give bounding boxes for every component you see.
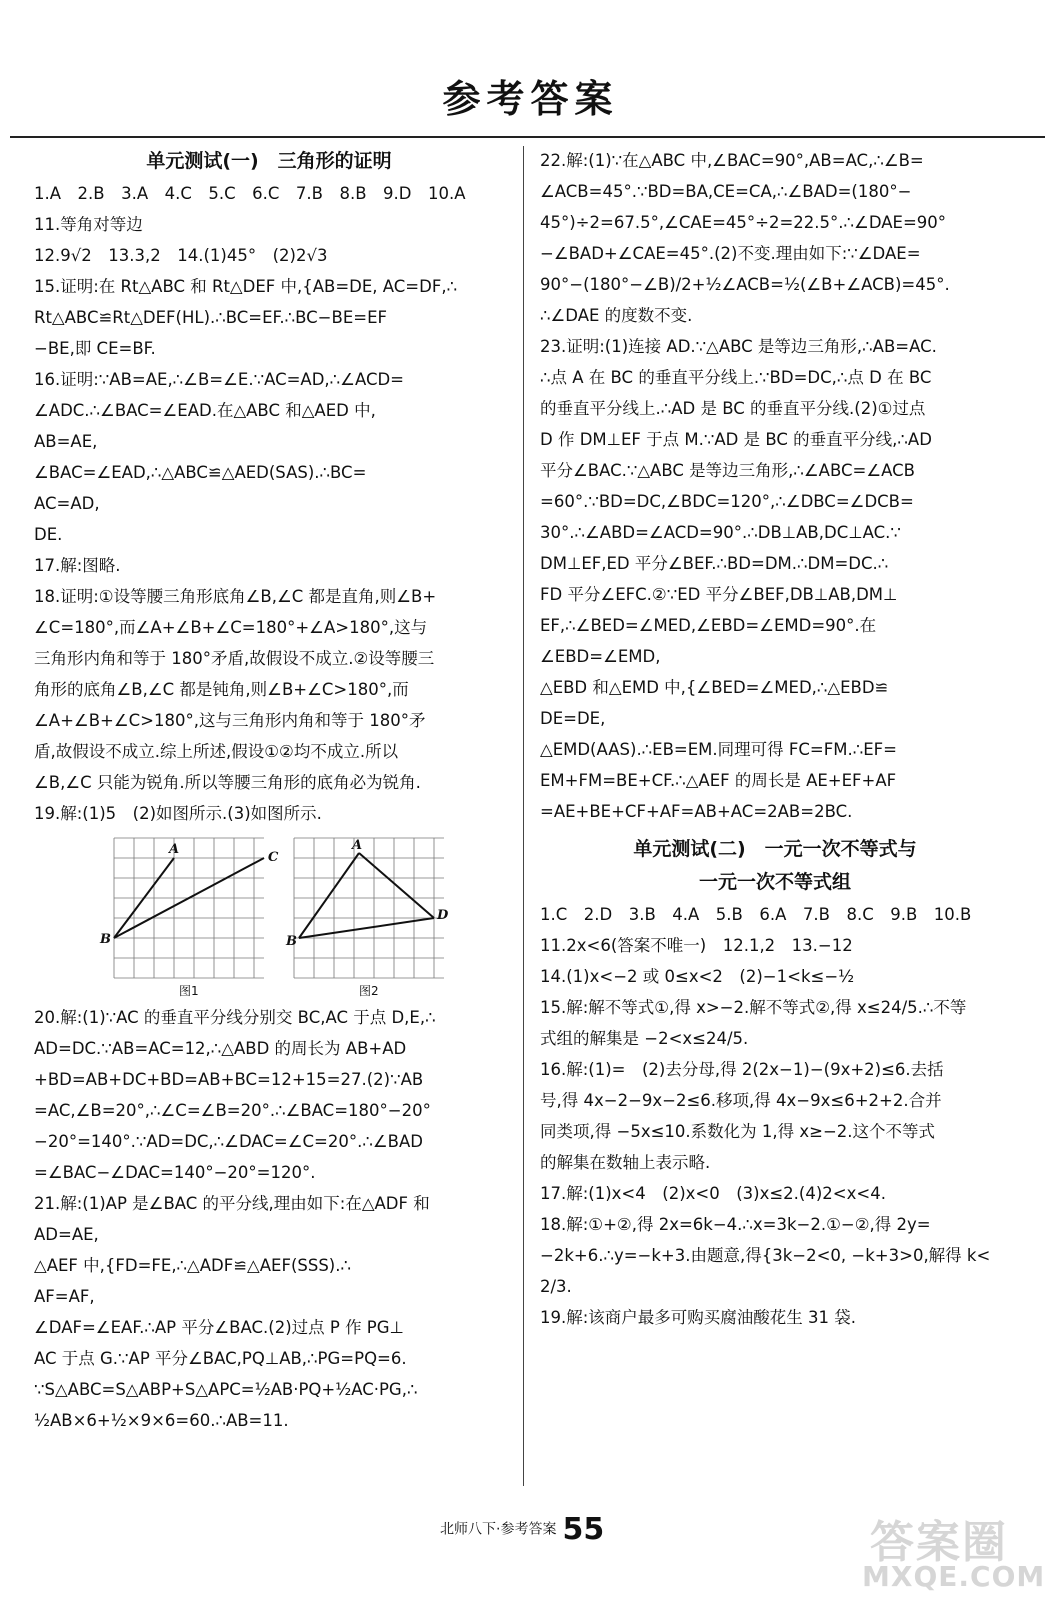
answer-line: +BD=AB+DC+BD=AB+BC=12+15=27.(2)∵AB (34, 1070, 424, 1089)
answer-line: ∠ADC.∴∠BAC=∠EAD.在△ABC 和△AED 中, (34, 401, 376, 420)
answer-line: Rt△ABC≌Rt△DEF(HL).∴BC=EF.∴BC−BE=EF (34, 308, 387, 327)
page-title: 参考答案 (442, 77, 619, 121)
answer-line: AF=AF, (34, 1287, 95, 1306)
answer-line: 的解集在数轴上表示略. (540, 1153, 711, 1172)
right-answers-part2 (540, 899, 1010, 1333)
answer-line: 90°−(180°−∠B)/2+½∠ACB=½(∠B+∠ACB)=45°. (540, 275, 950, 294)
answer-line: 三角形内角和等于 180°矛盾,故假设不成立.②设等腰三 (34, 649, 435, 668)
answer-line: DE=DE, (540, 709, 606, 728)
answer-line: ½AB×6+½×9×6=60.∴AB=11. (34, 1411, 289, 1430)
answer-line: 18.证明:①设等腰三角形底角∠B,∠C 都是直角,则∠B+ (34, 587, 437, 606)
answer-line: AC=AD, (34, 494, 100, 513)
answer-line: 盾,故假设不成立.综上所述,假设①②均不成立.所以 (34, 742, 399, 761)
answer-line: DM⊥EF,ED 平分∠BEF.∴BD=DM.∴DM=DC.∴ (540, 554, 889, 573)
fig2-label-d: D (437, 908, 449, 923)
answer-line: =AE+BE+CF+AF=AB+AC=2AB=2BC. (540, 802, 853, 821)
fig1-label-b: B (100, 932, 111, 947)
answer-line: 20.解:(1)∵AC 的垂直平分线分别交 BC,AC 于点 D,E,∴ (34, 1008, 436, 1027)
left-column (34, 145, 504, 1436)
header-rule (10, 136, 1045, 138)
answer-line: 23.证明:(1)连接 AD.∵△ABC 是等边三角形,∴AB=AC. (540, 337, 937, 356)
right-answers-part1 (540, 145, 1010, 827)
answer-line: EM+FM=BE+CF.∴△AEF 的周长是 AE+EF+AF (540, 771, 897, 790)
answer-line: △EBD 和△EMD 中,{∠BED=∠MED,∴△EBD≌ (540, 678, 889, 697)
answer-line: 式组的解集是 −2<x≤24/5. (540, 1029, 749, 1048)
answer-line: 16.解:(1)= (2)去分母,得 2(2x−1)−(9x+2)≤6.去括 (540, 1060, 944, 1079)
answer-line: 11.2x<6(答案不唯一) 12.1,2 13.−12 (540, 936, 853, 955)
watermark-url: MXQE.COM (862, 1560, 1046, 1593)
answer-line: 17.解:图略. (34, 556, 121, 575)
answer-line: 1.C 2.D 3.B 4.A 5.B 6.A 7.B 8.C 9.B 10.B (540, 905, 972, 924)
answer-line: ∠DAF=∠EAF.∴AP 平分∠BAC.(2)过点 P 作 PG⊥ (34, 1318, 404, 1337)
answer-line: ∠A+∠B+∠C>180°,这与三角形内角和等于 180°矛 (34, 711, 426, 730)
answer-line: 19.解:该商户最多可购买腐油酸花生 31 袋. (540, 1308, 857, 1327)
left-answers-part1 (34, 178, 504, 829)
fig1-caption: 图1 (179, 984, 199, 998)
answer-line: AC 于点 G.∵AP 平分∠BAC,PQ⊥AB,∴PG=PQ=6. (34, 1349, 407, 1368)
answer-line: 号,得 4x−2−9x−2≤6.移项,得 4x−9x≤6+2+2.合并 (540, 1091, 942, 1110)
answer-line: 22.解:(1)∵在△ABC 中,∠BAC=90°,AB=AC,∴∠B= (540, 151, 924, 170)
page-footer (440, 1512, 680, 1547)
answer-line: 12.9√2 13.3,2 14.(1)45° (2)2√3 (34, 246, 328, 265)
fig2-label-b: B (286, 934, 297, 949)
answer-line: ∠ACB=45°.∵BD=BA,CE=CA,∴∠BAD=(180°− (540, 182, 912, 201)
answer-line: ∠BAC=∠EAD,∴△ABC≌△AED(SAS).∴BC= (34, 463, 367, 482)
watermark-logo: 答案圈 (870, 1517, 1008, 1568)
fig2-label-a: A (352, 838, 363, 853)
answer-line: 同类项,得 −5x≤10.系数化为 1,得 x≥−2.这个不等式 (540, 1122, 936, 1141)
answer-line: FD 平分∠EFC.②∵ED 平分∠BEF,DB⊥AB,DM⊥ (540, 585, 898, 604)
answer-line: D 作 DM⊥EF 于点 M.∵AD 是 BC 的垂直平分线,∴AD (540, 430, 932, 449)
right-column (540, 145, 1010, 1333)
answer-line: 19.解:(1)5 (2)如图所示.(3)如图所示. (34, 804, 322, 823)
answer-line: △EMD(AAS).∴EB=EM.同理可得 FC=FM.∴EF= (540, 740, 897, 759)
fig1-label-a: A (169, 842, 180, 857)
answer-line: AD=DC.∵AB=AC=12,∴△ABD 的周长为 AB+AD (34, 1039, 407, 1058)
answer-line: =60°.∵BD=DC,∠BDC=120°,∴∠DBC=∠DCB= (540, 492, 914, 511)
answer-line: 2/3. (540, 1277, 572, 1296)
left-answers-part2 (34, 1002, 504, 1436)
section-title-unit1: 单元测试(一) 三角形的证明 (146, 150, 392, 172)
answer-line: 15.解:解不等式①,得 x>−2.解不等式②,得 x≤24/5.∴不等 (540, 998, 967, 1017)
answer-line: AB=AE, (34, 432, 98, 451)
answer-line: 平分∠BAC.∵△ABC 是等边三角形,∴∠ABC=∠ACB (540, 461, 915, 480)
answer-line: ∴∠DAE 的度数不变. (540, 306, 693, 325)
answer-line: −2k+6.∴y=−k+3.由题意,得{3k−2<0, −k+3>0,解得 k< (540, 1246, 991, 1265)
answer-line: 16.证明:∵AB=AE,∴∠B=∠E.∵AC=AD,∴∠ACD= (34, 370, 405, 389)
answer-line: ∴点 A 在 BC 的垂直平分线上.∵BD=DC,∴点 D 在 BC (540, 368, 932, 387)
answer-line: −20°=140°.∵AD=DC,∴∠DAC=∠C=20°.∴∠BAD (34, 1132, 423, 1151)
grid-figures (94, 833, 454, 998)
page-number: 55 (562, 1512, 605, 1547)
answer-line: 1.A 2.B 3.A 4.C 5.C 6.C 7.B 8.B 9.D 10.A (34, 184, 466, 203)
answer-line: ∠C=180°,而∠A+∠B+∠C=180°+∠A>180°,这与 (34, 618, 428, 637)
fig2-caption: 图2 (359, 984, 379, 998)
answer-line: 11.等角对等边 (34, 215, 143, 234)
figure-19 (94, 833, 504, 998)
fig1-label-c: C (268, 850, 279, 865)
answer-line: 15.证明:在 Rt△ABC 和 Rt△DEF 中,{AB=DE, AC=DF,∴ (34, 277, 458, 296)
answer-line: ∠EBD=∠EMD, (540, 647, 661, 666)
footer-label: 北师八下·参考答案 (440, 1521, 557, 1538)
answer-line: 18.解:①+②,得 2x=6k−4.∴x=3k−2.①−②,得 2y= (540, 1215, 931, 1234)
answer-line: −∠BAD+∠CAE=45°.(2)不变.理由如下:∵∠DAE= (540, 244, 921, 263)
answer-line: AD=AE, (34, 1225, 99, 1244)
answer-line: 17.解:(1)x<4 (2)x<0 (3)x≤2.(4)2<x<4. (540, 1184, 886, 1203)
answer-line: EF,∴∠BED=∠MED,∠EBD=∠EMD=90°.在 (540, 616, 877, 635)
answer-line: 角形的底角∠B,∠C 都是钝角,则∠B+∠C>180°,而 (34, 680, 409, 699)
answer-line: ∠B,∠C 只能为锐角.所以等腰三角形的底角必为锐角. (34, 773, 421, 792)
answer-line: 30°.∴∠ABD=∠ACD=90°.∴DB⊥AB,DC⊥AC.∵ (540, 523, 901, 542)
answer-line: DE. (34, 525, 63, 544)
answer-line: 21.解:(1)AP 是∠BAC 的平分线,理由如下:在△ADF 和 (34, 1194, 430, 1213)
section-title-unit2-line1: 单元测试(二) 一元一次不等式与 (633, 838, 917, 860)
section-title-unit2-line2: 一元一次不等式组 (698, 871, 851, 893)
answer-line: =∠BAC−∠DAC=140°−20°=120°. (34, 1163, 316, 1182)
answer-line: △AEF 中,{FD=FE,∴△ADF≌△AEF(SSS).∴ (34, 1256, 351, 1275)
answer-line: 的垂直平分线上.∴AD 是 BC 的垂直平分线.(2)①过点 (540, 399, 926, 418)
column-divider (523, 146, 524, 1486)
answer-line: ∵S△ABC=S△ABP+S△APC=½AB·PQ+½AC·PG,∴ (34, 1380, 418, 1399)
answer-line: −BE,即 CE=BF. (34, 339, 156, 358)
answer-line: 14.(1)x<−2 或 0≤x<2 (2)−1<k≤−½ (540, 967, 855, 986)
answer-line: =AC,∠B=20°,∴∠C=∠B=20°.∴∠BAC=180°−20° (34, 1101, 431, 1120)
answer-line: 45°)÷2=67.5°,∠CAE=45°÷2=22.5°.∴∠DAE=90° (540, 213, 947, 232)
